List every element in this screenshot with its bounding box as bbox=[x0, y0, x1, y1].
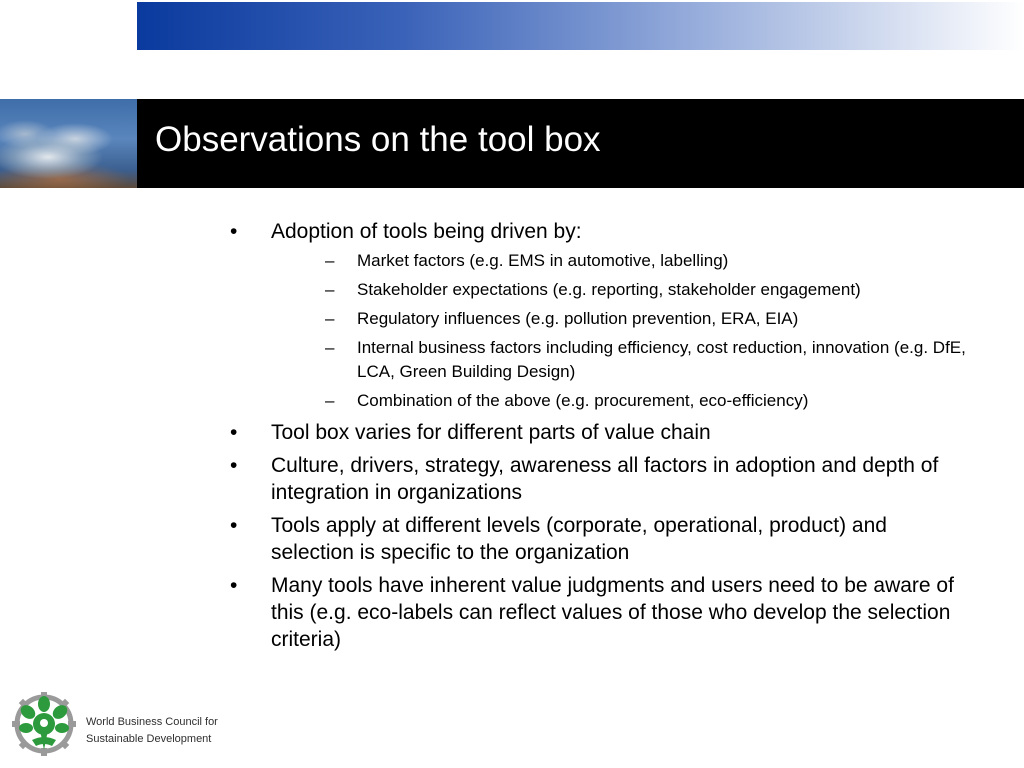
sub-bullet-mark: – bbox=[325, 251, 335, 270]
header-gradient-band bbox=[137, 2, 1024, 50]
logo-center-dot bbox=[40, 719, 48, 727]
bullet-mark: • bbox=[230, 574, 238, 597]
bullet-mark: • bbox=[230, 514, 238, 537]
bullet-list bbox=[230, 218, 975, 659]
bullet-item bbox=[230, 452, 975, 506]
sub-bullet-text: Market factors (e.g. EMS in automotive, labelling) bbox=[357, 251, 729, 270]
sub-bullet-text: Internal business factors including efficiency, cost reduction, innovation (e.g. DfE, LCA, Green Building Design) bbox=[357, 338, 966, 381]
org-name-line-1: World Business Council for bbox=[86, 716, 218, 728]
sub-bullet-mark: – bbox=[325, 309, 335, 328]
sub-bullet-mark: – bbox=[325, 391, 335, 410]
bullet-text: Culture, drivers, strategy, awareness all factors in adoption and depth of integration in organizations bbox=[271, 454, 939, 504]
bullet-text: Many tools have inherent value judgments and users need to be aware of this (e.g. eco-labels can reflect values of those who develop the selection criteria) bbox=[271, 574, 954, 651]
sub-bullet-item bbox=[271, 307, 975, 331]
wbcsd-logo-icon bbox=[10, 690, 78, 758]
sub-bullet-mark: – bbox=[325, 280, 335, 299]
sub-bullet-item bbox=[271, 249, 975, 273]
bullet-item bbox=[230, 218, 975, 413]
bullet-text: Tool box varies for different parts of value chain bbox=[271, 421, 711, 444]
sub-bullet-text: Regulatory influences (e.g. pollution prevention, ERA, EIA) bbox=[357, 309, 799, 328]
sub-bullet-text: Combination of the above (e.g. procurement, eco-efficiency) bbox=[357, 391, 809, 410]
bullet-text: Adoption of tools being driven by: bbox=[271, 220, 582, 243]
sub-bullet-item bbox=[271, 336, 975, 384]
sub-bullet-text: Stakeholder expectations (e.g. reporting, stakeholder engagement) bbox=[357, 280, 861, 299]
bullet-text: Tools apply at different levels (corporate, operational, product) and selection is specific to the organization bbox=[271, 514, 887, 564]
sub-bullet-item bbox=[271, 278, 975, 302]
slide-title: Observations on the tool box bbox=[155, 120, 601, 159]
sub-bullet-list bbox=[271, 249, 975, 413]
bullet-mark: • bbox=[230, 454, 238, 477]
cloud-image bbox=[0, 99, 137, 188]
bullet-item bbox=[230, 419, 975, 446]
sub-bullet-mark: – bbox=[325, 338, 335, 357]
bullet-item bbox=[230, 572, 975, 653]
bullet-item bbox=[230, 512, 975, 566]
bullet-mark: • bbox=[230, 220, 238, 243]
organization-name bbox=[86, 714, 218, 748]
sub-bullet-item bbox=[271, 389, 975, 413]
org-name-line-2: Sustainable Development bbox=[86, 733, 212, 745]
bullet-mark: • bbox=[230, 421, 238, 444]
